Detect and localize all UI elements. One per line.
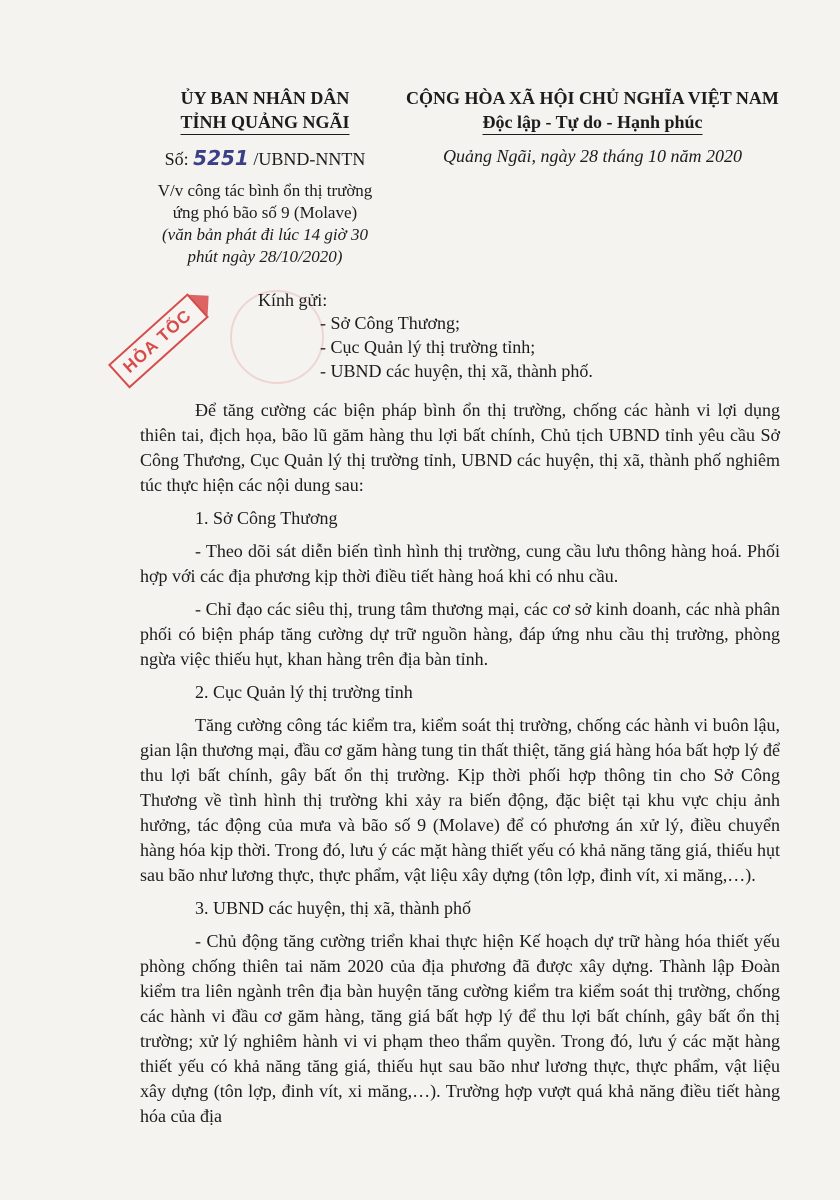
section-3-paragraph: - Chủ động tăng cường triển khai thực hiện Kế hoạch dự trữ hàng hóa thiết yếu phòng chống thiên tai năm 2020 của địa phương đã được xây dựng. Thành lập Đoàn kiểm tra liên ngành trên địa bàn huyện tăng cường kiểm tra kiểm soát thị trường, chống các hành vi đầu cơ găm hàng, tăng giá bất hợp lý để thu lợi bất chính, gây bất ổn thị trường; xử lý nghiêm hành vi vi phạm theo thẩm quyền. Trong đó, lưu ý các mặt hàng thiết yếu có khả năng tăng giá, thiếu hụt sau bão như lương thực, thực phẩm, vật liệu xây dựng (tôn lợp, đinh vít, xi măng,…). Trường hợp vượt quá khả năng điều tiết hàng hóa của địa [140, 931, 780, 1126]
section-2-heading: 2. Cục Quản lý thị trường tỉnh [195, 682, 413, 702]
section-1-paragraph-1: - Theo dõi sát diễn biến tình hình thị trường, cung cầu lưu thông hàng hoá. Phối hợp với các địa phương kịp thời điều tiết hàng hoá khi có nhu cầu. [140, 541, 780, 586]
subject-note-2: phút ngày 28/10/2020) [187, 247, 343, 266]
nation-title: CỘNG HÒA XÃ HỘI CHỦ NGHĨA VIỆT NAM [406, 88, 779, 108]
motto: Độc lập - Tự do - Hạnh phúc [482, 112, 703, 132]
recipient-item: - Sở Công Thương; [320, 313, 460, 333]
issuer-line-2: TỈNH QUẢNG NGÃI [180, 112, 350, 132]
document-number [150, 146, 380, 170]
number-prefix: Số: [164, 149, 189, 169]
handwritten-number: 5251 [193, 146, 249, 170]
recipient-item: - UBND các huyện, thị xã, thành phố. [320, 361, 593, 381]
subject-note-1: (văn bản phát đi lúc 14 giờ 30 [162, 225, 368, 244]
document-date: Quảng Ngãi, ngày 28 tháng 10 năm 2020 [443, 146, 742, 166]
issuer-line-1: ỦY BAN NHÂN DÂN [180, 88, 350, 108]
section-3-heading: 3. UBND các huyện, thị xã, thành phố [195, 898, 471, 918]
recipient-item: - Cục Quản lý thị trường tỉnh; [320, 337, 536, 357]
document-body [140, 398, 780, 1137]
section-1-paragraph-2: - Chỉ đạo các siêu thị, trung tâm thương mại, các cơ sở kinh doanh, các nhà phân phối có biện pháp tăng cường dự trữ nguồn hàng, đáp ứng nhu cầu thị trường, phòng ngừa việc thiếu hụt, khan hàng trên địa bàn tỉnh. [140, 599, 780, 669]
subject-line-1: V/v công tác bình ổn thị trường [157, 181, 373, 200]
national-motto-block [385, 86, 800, 134]
urgent-stamp: HỎA TỐC [108, 293, 209, 388]
intro-paragraph: Để tăng cường các biện pháp bình ổn thị trường, chống các hành vi lợi dụng thiên tai, địch họa, bão lũ găm hàng thu lợi bất chính, Chủ tịch UBND tỉnh yêu cầu Sở Công Thương, Cục Quản lý thị trường tỉnh, UBND các huyện, thị xã, thành phố nghiêm túc thực hiện các nội dung sau: [140, 400, 780, 495]
recipient-list [320, 311, 593, 383]
subject-line-2: ứng phó bão số 9 (Molave) [172, 203, 358, 222]
number-suffix: /UBND-NNTN [253, 149, 366, 169]
subject-block [140, 180, 390, 268]
greeting: Kính gửi: [258, 290, 328, 310]
issuer-block [150, 86, 380, 134]
section-2-paragraph: Tăng cường công tác kiểm tra, kiểm soát thị trường, chống các hành vi buôn lậu, gian lận thương mại, đầu cơ găm hàng tung tin thất thiệt, tăng giá hàng hóa bất hợp lý để thu lợi bất chính, gây bất ổn thị trường. Kịp thời phối hợp thông tin cho Sở Công Thương về tình hình thị trường khi xảy ra biến động, đặc biệt tại khu vực chịu ảnh hưởng, tác động của mưa và bão số 9 (Molave) để có phương án xử lý, điều chuyển hàng hóa kịp thời. Trong đó, lưu ý các mặt hàng thiết yếu có khả năng tăng giá, thiếu hụt sau bão như lương thực, thực phẩm, vật liệu xây dựng (tôn lợp, đinh vít, xi măng,…). [140, 715, 780, 885]
section-1-heading: 1. Sở Công Thương [195, 508, 338, 528]
